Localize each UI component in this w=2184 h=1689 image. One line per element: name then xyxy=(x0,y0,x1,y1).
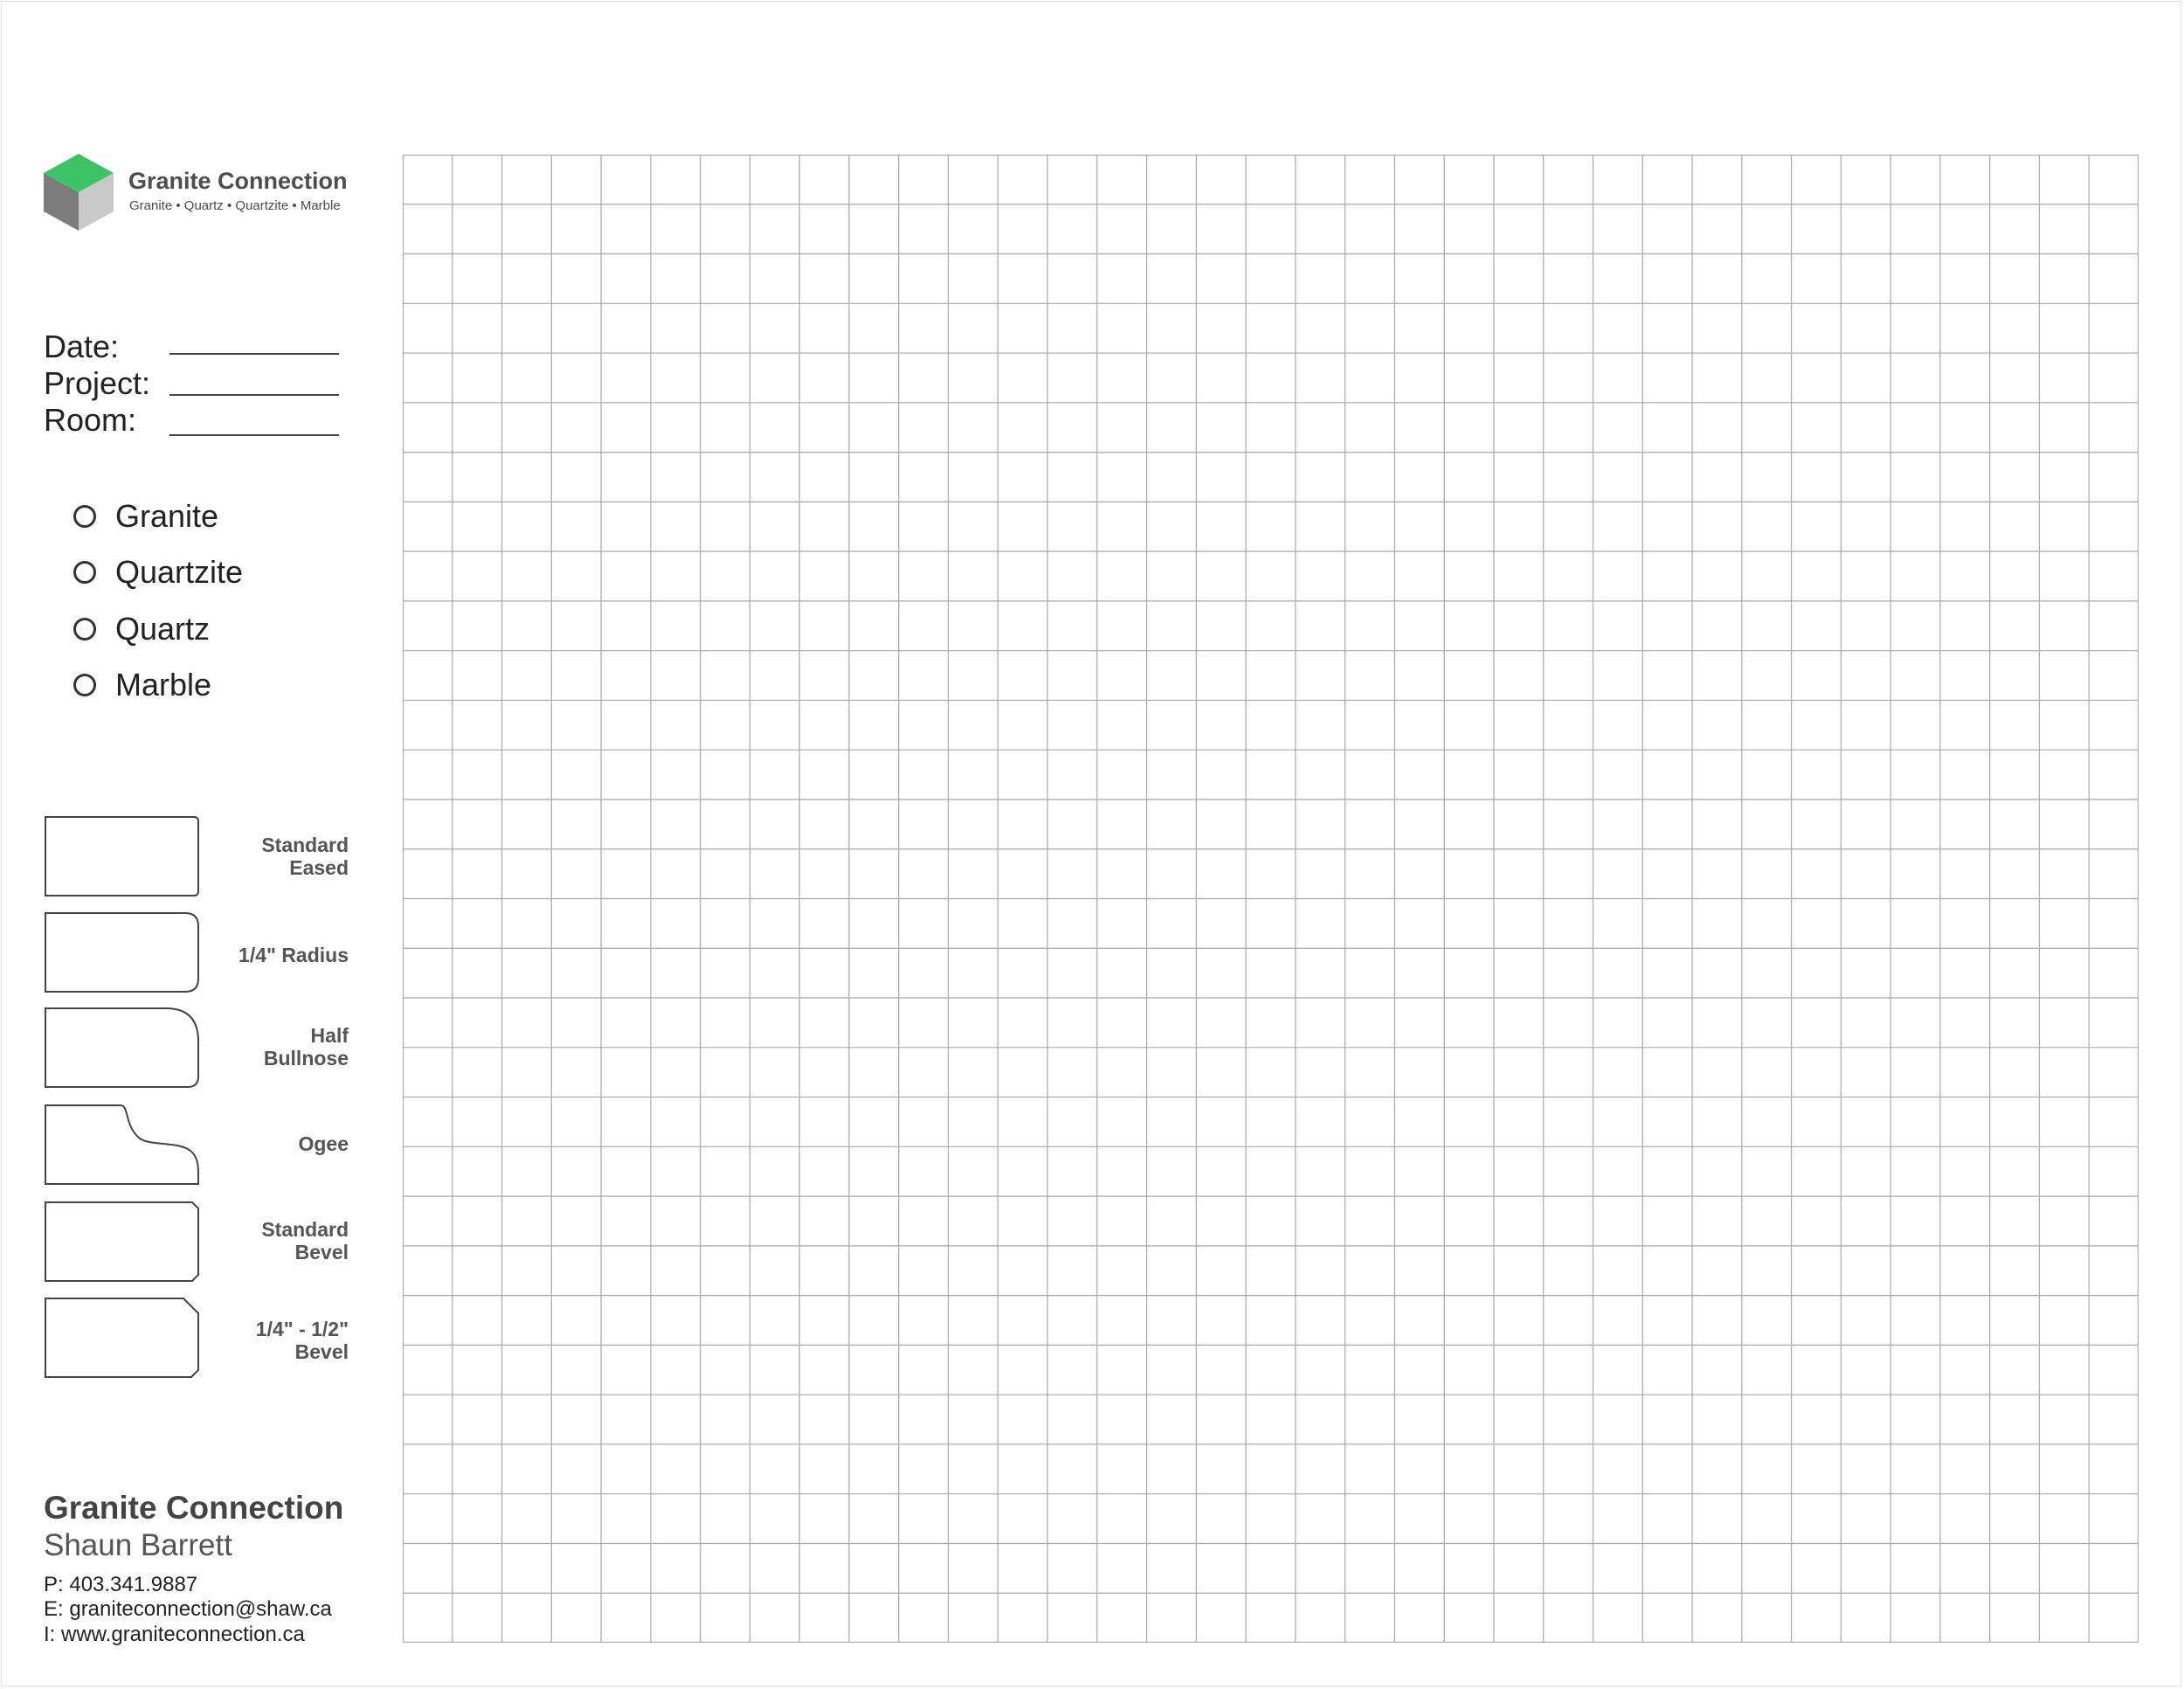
brand-tagline: Granite • Quartz • Quartzite • Marble xyxy=(129,198,341,213)
material-label: Marble xyxy=(115,667,212,703)
material-label: Quartz xyxy=(115,611,211,647)
material-option-quartzite[interactable] xyxy=(73,555,243,590)
material-label: Granite xyxy=(115,498,219,534)
date-field[interactable] xyxy=(169,353,339,355)
project-field[interactable] xyxy=(169,394,339,396)
edge-label-line: 1/4" Radius xyxy=(238,944,349,966)
cube-logo-icon xyxy=(44,154,114,231)
contact-company: Granite Connection xyxy=(44,1490,344,1526)
edge-label-line: Bevel xyxy=(294,1241,349,1263)
edge-label-line: Half xyxy=(310,1024,349,1047)
room-field[interactable] xyxy=(169,434,339,436)
radio-circle-icon[interactable] xyxy=(73,561,96,584)
date-label: Date: xyxy=(44,329,120,364)
room-label: Room: xyxy=(44,402,137,438)
material-option-granite[interactable] xyxy=(73,499,218,534)
half-bullnose-edge-icon xyxy=(44,1007,201,1090)
radio-circle-icon[interactable] xyxy=(73,618,96,640)
quarter-radius-edge-icon xyxy=(44,911,201,994)
ogee-edge-icon xyxy=(44,1104,201,1187)
standard-eased-edge-icon xyxy=(44,815,201,898)
brand-name: Granite Connection xyxy=(128,168,348,194)
contact-phone: P: 403.341.9887 xyxy=(44,1573,198,1596)
edge-label-line: Standard xyxy=(261,834,349,856)
edge-label-ogee xyxy=(209,1132,349,1155)
edge-label-line: Ogee xyxy=(298,1132,349,1155)
large-bevel-edge-icon xyxy=(44,1297,201,1380)
contact-website[interactable]: I: www.graniteconnection.ca xyxy=(44,1623,305,1646)
material-option-marble[interactable] xyxy=(73,668,211,703)
contact-email[interactable]: E: graniteconnection@shaw.ca xyxy=(44,1597,332,1621)
material-option-quartz[interactable] xyxy=(73,612,210,647)
radio-circle-icon[interactable] xyxy=(73,674,96,696)
edge-label-standard-bevel xyxy=(209,1218,349,1263)
edge-label-large-bevel xyxy=(209,1318,349,1363)
edge-label-line: Standard xyxy=(261,1218,349,1241)
contact-person: Shaun Barrett xyxy=(44,1528,232,1562)
edge-label-quarter-radius xyxy=(209,944,349,966)
edge-label-standard-eased xyxy=(209,834,349,879)
project-label: Project: xyxy=(44,365,151,401)
sketch-grid[interactable] xyxy=(403,155,2139,1643)
edge-label-line: Eased xyxy=(289,856,349,879)
edge-label-line: Bullnose xyxy=(263,1047,349,1069)
edge-label-line: Bevel xyxy=(294,1340,349,1363)
edge-label-half-bullnose xyxy=(209,1024,349,1069)
material-label: Quartzite xyxy=(115,554,244,590)
standard-bevel-edge-icon xyxy=(44,1201,201,1284)
radio-circle-icon[interactable] xyxy=(73,505,96,528)
edge-label-line: 1/4" - 1/2" xyxy=(255,1318,349,1340)
